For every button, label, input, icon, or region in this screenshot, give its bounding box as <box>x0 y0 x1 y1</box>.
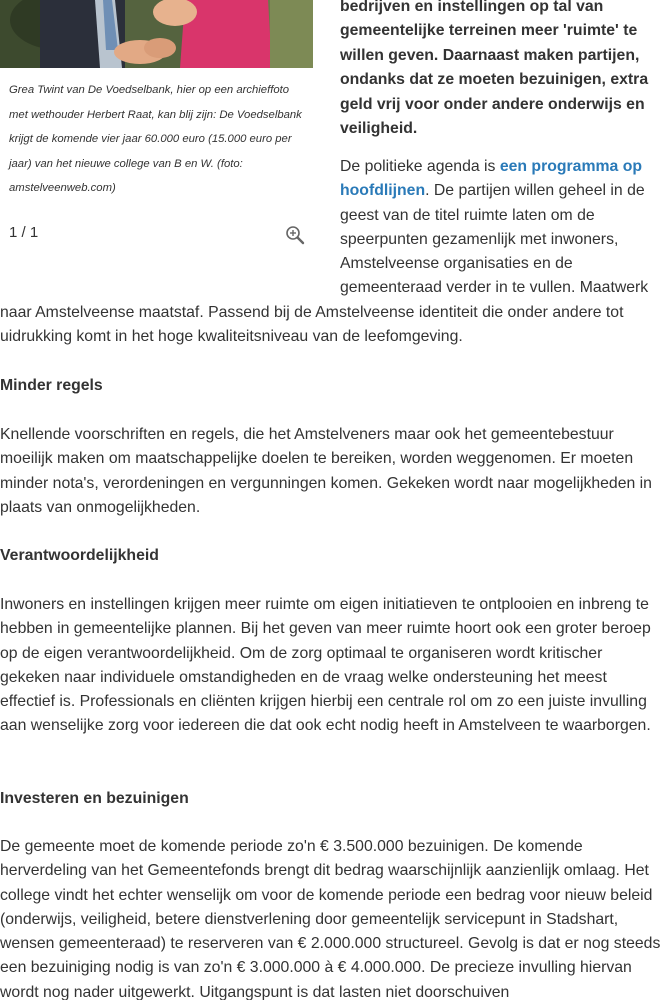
section-title-investeren: Investeren en bezuinigen <box>0 790 189 807</box>
article-photo[interactable] <box>0 0 313 68</box>
agenda-text-before: De politieke agenda is <box>340 158 500 175</box>
photo-caption: Grea Twint van De Voedselbank, hier op een archieffoto met wethouder Herbert Raat, kan blij zijn: De Voedselbank krijgt de komende vier jaar 60.000 euro (15.000 euro per jaar) van het nieuwe college van B en W. (foto: amstelveenweb.com) <box>9 84 302 194</box>
slide-counter: 1 / 1 <box>9 224 39 241</box>
program-link[interactable]: een programma op hoofdlijnen <box>340 158 643 200</box>
agenda-paragraph <box>0 155 668 349</box>
photo-illustration <box>0 0 313 68</box>
intro-paragraph: bedrijven en instellingen op tal van gemeentelijke terreinen meer 'ruimte' te willen geven. Daarnaast maken partijen, ondanks dat ze moeten bezuinigen, extra geld vrij voor onder andere onderwijs en veiligheid. <box>340 0 649 138</box>
figure-float-spacer <box>0 155 340 300</box>
section-text-minder-regels: Knellende voorschriften en regels, die het Amstelveners maar ook het gemeentebestuur moeilijk maken om maatschappelijke doelen te bereiken, worden weggenomen. Er moeten minder nota's, verordeningen en vergunningen komen. Gekeken wordt naar mogelijkheden in plaats van onmogelijkheden. <box>0 426 652 516</box>
section-title-verantwoordelijkheid: Verantwoordelijkheid <box>0 547 159 564</box>
agenda-text-after: . De partijen willen geheel in de geest van de titel ruimte laten om de speerpunten gezamenlijk met inwoners, Amstelveense organisaties en de gemeenteraad verder in te vullen. Maatwerk naar Amstelveense maatstaf. Passend bij de Amstelveense identiteit die onder andere tot uidrukking komt in het hoge kwaliteitsniveau van de leefomgeving. <box>0 182 649 346</box>
section-text-investeren: De gemeente moet de komende periode zo'n € 3.500.000 bezuinigen. De komende herverdeling van het Gemeentefonds brengt dit bedrag waarschijnlijk aanzienlijk omlaag. Het college vindt het echter wenselijk om voor de komende periode een bedrag voor nieuw beleid (onderwijs, veiligheid, betere dienstverlening door gemeentelijk servicepunt in Stadshart, wensen gemeenteraad) te reserveren van € 2.000.000 structureel. Gevolg is dat er nog steeds een bezuiniging nodig is van zo'n € 3.000.000 à € 4.000.000. De precieze invulling hiervan wordt nog nader uitgewerkt. Uitgangspunt is dat lasten niet doorschuiven <box>0 838 661 1000</box>
section-text-verantwoordelijkheid: Inwoners en instellingen krijgen meer ruimte om eigen initiatieven te ontplooien en inbreng te hebben in gemeentelijke plannen. Bij het geven van meer ruimte hoort ook een groter beroep op de eigen verantwoordelijkheid. Om de zorg optimaal te organiseren wordt kritischer gekeken naar individuele omstandigheden en de vraag welke ondersteuning het meest effectief is. Professionals en cliënten krijgen hierbij een centrale rol om zo een juiste invulling aan wenselijke zorg voor iedereen die dat ook echt nodig heeft in Amstelveen te waarborgen. <box>0 596 651 735</box>
section-title-minder-regels: Minder regels <box>0 377 103 394</box>
